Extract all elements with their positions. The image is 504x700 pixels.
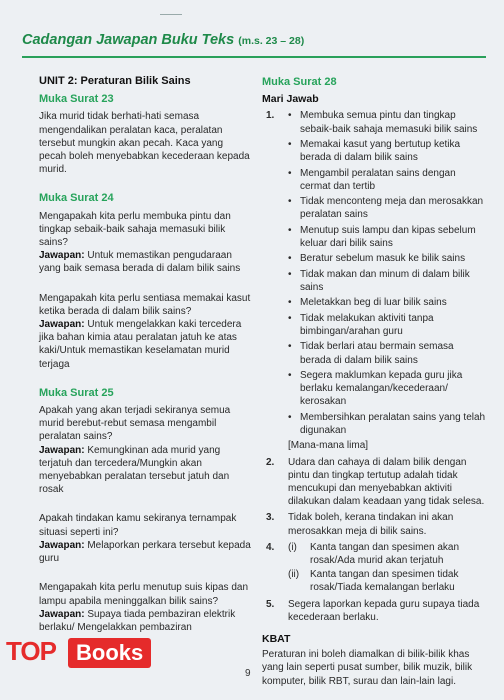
answer-item-4: [262, 541, 487, 595]
bullet-list: [288, 109, 487, 437]
answer-item-5: [262, 598, 487, 624]
bullet-item: [288, 268, 487, 294]
question-24-2: Mengapakah kita perlu sentiasa memakai kasut ketika berada di dalam bilik sains?: [39, 292, 251, 317]
page-header: [22, 32, 504, 48]
answer-text: Untuk memastikan pengudaraan yang baik semasa berada di dalam bilik sains: [39, 250, 241, 275]
section-title-24: Muka Surat 24: [39, 192, 114, 205]
bullet-dot: •: [288, 196, 292, 208]
bullet-text: Beratur sebelum masuk ke bilik sains: [300, 253, 466, 265]
sub-item-numeral: (ii): [288, 569, 300, 581]
bullet-item: [288, 340, 487, 366]
bullet-dot: •: [288, 341, 292, 353]
bullet-text: Mengambil peralatan sains dengan cermat dan tertib: [300, 167, 456, 192]
item-text: Segera laporkan kepada guru supaya tiada kecederaan berlaku.: [288, 598, 480, 623]
answer-label: Jawapan:: [39, 444, 85, 456]
answer-25-1: [39, 444, 251, 497]
header-rule: [22, 56, 486, 58]
answer-24-1: [39, 249, 251, 275]
header-pages: (m.s. 23 – 28): [238, 35, 305, 47]
answer-25-2: [39, 539, 251, 565]
bullet-dot: •: [288, 411, 292, 423]
answer-text: Untuk mengelakkan kaki tercedera jika bahan kimia atau peralatan jatuh ke atas kaki/Untuk memastikan keselamatan murid terjaga: [39, 319, 242, 370]
sub-item: [288, 568, 487, 594]
bullet-text: Meletakkan beg di luar bilik sains: [300, 297, 447, 309]
unit-title: UNIT 2: Peraturan Bilik Sains: [39, 75, 191, 87]
section-title-23: Muka Surat 23: [39, 93, 114, 106]
answer-item-2: [262, 456, 487, 509]
bullet-dot: •: [288, 297, 292, 309]
logo-top-text: TOP: [6, 636, 56, 666]
item-number: 2.: [266, 456, 275, 468]
bullet-dot: •: [288, 139, 292, 150]
bullet-dot: •: [288, 253, 292, 265]
top-dash: [160, 14, 182, 15]
answer-text: Kemungkinan ada murid yang terjatuh dan tercedera/Mungkin akan menyebabkan peralatan tersebut jatuh dan rosak: [39, 444, 230, 496]
sub-item-numeral: (i): [288, 541, 297, 553]
bullet-text: Tidak makan dan minum di dalam bilik sains: [300, 268, 470, 293]
page-number: 9: [245, 668, 251, 679]
answer-list: [262, 109, 487, 624]
bullet-dot: •: [288, 369, 292, 381]
answer-label: Jawapan:: [39, 608, 85, 620]
topbooks-logo: [6, 636, 184, 672]
item-number: 4.: [266, 541, 275, 553]
sub-item-text: Kanta tangan dan spesimen akan rosak/Ada murid akan terjatuh: [310, 541, 459, 566]
sub-item-text: Kanta tangan dan spesimen tidak rosak/Tiada kemalangan berlaku: [310, 569, 459, 594]
bullet-dot: •: [288, 224, 292, 236]
logo-books-text: Books: [68, 638, 151, 668]
sub-list: [288, 541, 487, 595]
bullet-text: Tidak menconteng meja dan merosakkan peralatan sains: [300, 196, 484, 221]
answer-text: Supaya tiada pembaziran elektrik berlaku/ Mengelakkan pembaziran: [39, 608, 236, 633]
question-25-1: Apakah yang akan terjadi sekiranya semua murid berebut-rebut semasa mengambil peralatan sains?: [39, 405, 231, 443]
right-column: [262, 75, 487, 688]
section-title-28: Muka Surat 28: [262, 76, 337, 88]
bullet-dot: •: [288, 110, 292, 122]
bullet-dot: •: [288, 312, 292, 324]
question-25-3: Mengapakah kita perlu menutup suis kipas dan lampu apabila meninggalkan bilik sains?: [39, 582, 249, 607]
bullet-item: [288, 312, 487, 338]
question-25-2: Apakah tindakan kamu sekiranya ternampak situasi seperti ini?: [39, 513, 237, 538]
answer-item-3: [262, 511, 487, 537]
answer-label: Jawapan:: [39, 250, 85, 262]
answer-label: Jawapan:: [39, 319, 85, 331]
bullet-item: [288, 369, 487, 409]
bullet-dot: •: [288, 167, 292, 179]
item-text: Udara dan cahaya di dalam bilik dengan pintu dan tingkap tertutup adalah tidak mencukupi dan menyebabkan aktiviti dilakukan dalam keadaan yang tidak selesa.: [288, 456, 485, 508]
question-24-1: Mengapakah kita perlu membuka pintu dan tingkap sebaik-baik sahaja memasuki bilik sains?: [39, 210, 231, 249]
bullet-text: Membersihkan peralatan sains yang telah digunakan: [300, 411, 486, 436]
bullet-item: [288, 195, 487, 221]
item-number: 1.: [266, 110, 275, 122]
bullet-item: [288, 224, 487, 250]
sub-item: [288, 541, 487, 567]
section-title-25: Muka Surat 25: [39, 386, 114, 399]
answer-item-1: [262, 109, 487, 452]
bullet-item: [288, 296, 487, 309]
item-text: Tidak boleh, kerana tindakan ini akan merosakkan meja di bilik sains.: [288, 512, 454, 537]
bullet-item: [288, 109, 487, 135]
mana-note: [Mana-mana lima]: [288, 440, 369, 452]
bullet-item: [288, 252, 487, 265]
bullet-item: [288, 167, 487, 193]
item-number: 5.: [266, 598, 275, 610]
mari-jawab-heading: Mari Jawab: [262, 93, 319, 106]
bullet-text: Tidak melakukan aktiviti tanpa bimbingan/arahan guru: [300, 312, 434, 337]
kbat-heading: KBAT: [262, 632, 291, 645]
answer-label: Jawapan:: [39, 539, 85, 551]
section-23-text: Jika murid tidak berhati-hati semasa mengendalikan peralatan kaca, peralatan tersebut mungkin akan pecah. Kaca yang pecah boleh menyebabkan kecederaan kepada murid.: [39, 111, 250, 176]
bullet-item: [288, 411, 487, 437]
bullet-dot: •: [288, 268, 292, 280]
bullet-text: Membuka semua pintu dan tingkap sebaik-baik sahaja memasuki bilik sains: [300, 110, 478, 135]
header-title: Cadangan Jawapan Buku Teks: [22, 32, 235, 48]
answer-24-2: [39, 318, 251, 371]
answer-25-3: [39, 608, 251, 634]
bullet-text: Memakai kasut yang bertutup ketika berada di dalam bilik sains: [300, 139, 461, 164]
bullet-text: Tidak berlari atau bermain semasa berada di dalam bilik sains: [300, 341, 454, 366]
item-number: 3.: [266, 512, 275, 524]
bullet-text: Segera maklumkan kepada guru jika berlaku kemalangan/kecederaan/ kerosakan: [300, 369, 463, 408]
bullet-text: Menutup suis lampu dan kipas sebelum keluar dari bilik sains: [300, 224, 476, 249]
left-column: [39, 75, 251, 634]
answer-text: Melaporkan perkara tersebut kepada guru: [39, 539, 251, 565]
bullet-item: [288, 138, 487, 164]
kbat-text: Peraturan ini boleh diamalkan di bilik-bilik khas yang lain seperti pusat sumber, bilik muzik, bilik komputer, bilik RBT, surau dan lain-lain lagi.: [262, 649, 473, 687]
